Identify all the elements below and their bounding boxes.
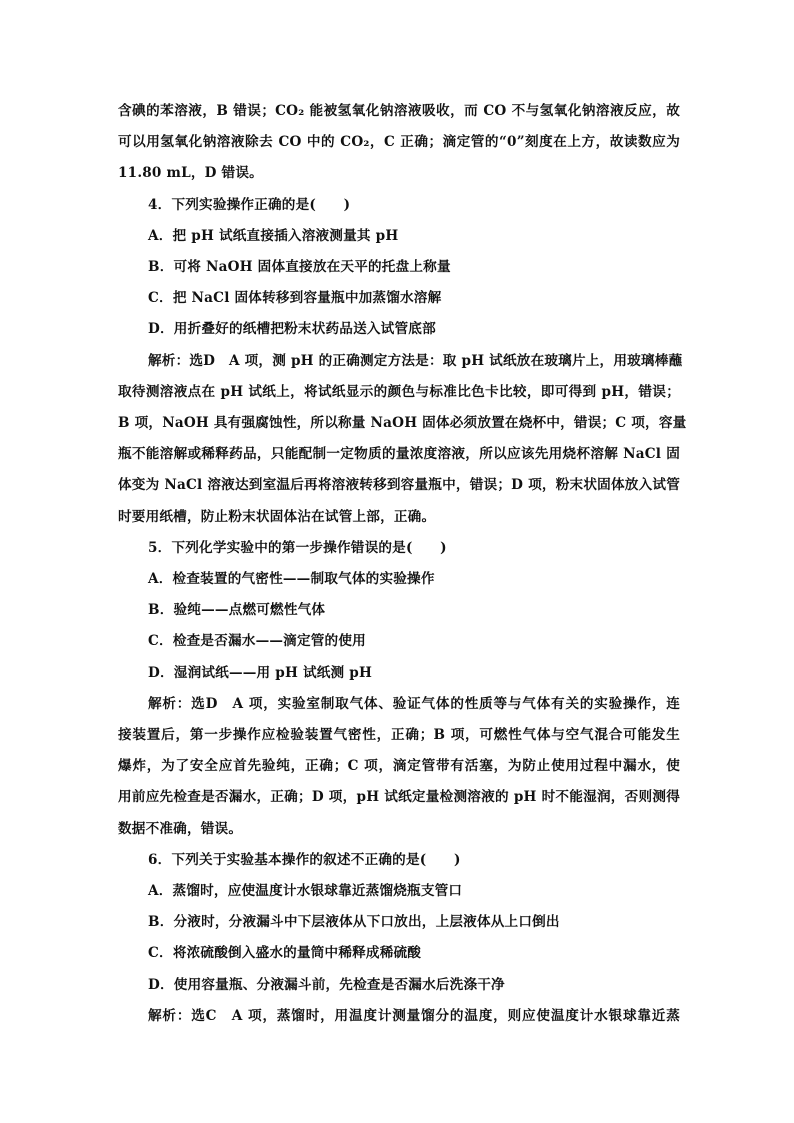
text-line: 解析：选C A 项，蒸馏时，用温度计测量馏分的温度，则应使温度计水银球靠近蒸 bbox=[148, 1007, 680, 1024]
text-line: A．蒸馏时，应使温度计水银球靠近蒸馏烧瓶支管口 bbox=[148, 883, 463, 899]
text-line: B．验纯——点燃可燃性气体 bbox=[148, 602, 326, 619]
text-line: 可以用氢氧化钠溶液除去 CO 中的 CO₂，C 正确；滴定管的“0”刻度在上方，故读数应为 bbox=[118, 134, 680, 151]
text-line: 数据不准确，错误。 bbox=[118, 820, 243, 837]
text-line: C．将浓硫酸倒入盛水的量筒中稀释成稀硫酸 bbox=[148, 945, 422, 962]
text-line: B．可将 NaOH 固体直接放在天平的托盘上称量 bbox=[148, 259, 451, 275]
text-line: 6．下列关于实验基本操作的叙述不正确的是( ) bbox=[148, 851, 461, 868]
text-line: C．把 NaCl 固体转移到容量瓶中加蒸馏水溶解 bbox=[148, 290, 442, 307]
text-line: 体变为 NaCl 溶液达到室温后再将溶液转移到容量瓶中，错误；D 项，粉末状固体放入试管 bbox=[118, 477, 680, 494]
text-line: D．使用容量瓶、分液漏斗前，先检查是否漏水后洗涤干净 bbox=[148, 976, 505, 993]
text-line: 爆炸，为了安全应首先验纯，正确；C 项，滴定管带有活塞，为防止使用过程中漏水，使 bbox=[118, 758, 680, 775]
text-line: D．湿润试纸——用 pH 试纸测 pH bbox=[148, 664, 373, 681]
text-line: 11.80 mL，D 错误。 bbox=[118, 165, 263, 182]
text-line: 解析：选D A 项，测 pH 的正确测定方法是：取 pH 试纸放在玻璃片上，用玻璃棒蘸 bbox=[148, 352, 683, 369]
text-line: 取待测溶液点在 pH 试纸上，将试纸显示的颜色与标准比色卡比较，即可得到 pH，错误； bbox=[118, 383, 680, 400]
text-line: 接装置后，第一步操作应检验装置气密性，正确；B 项，可燃性气体与空气混合可能发生 bbox=[118, 727, 680, 743]
text-line: A．把 pH 试纸直接插入溶液测量其 pH bbox=[148, 227, 399, 244]
text-line: D．用折叠好的纸槽把粉末状药品送入试管底部 bbox=[148, 321, 436, 338]
text-line: 时要用纸槽，防止粉末状固体沾在试管上部，正确。 bbox=[118, 508, 436, 525]
text-line: C．检查是否漏水——滴定管的使用 bbox=[148, 633, 366, 650]
text-line: 4．下列实验操作正确的是( ) bbox=[148, 196, 351, 213]
text-line: B．分液时，分液漏斗中下层液体从下口放出，上层液体从上口倒出 bbox=[148, 914, 560, 931]
text-line: B 项，NaOH 具有强腐蚀性，所以称量 NaOH 固体必须放置在烧杯中，错误；C 项，容量 bbox=[118, 415, 687, 431]
text-line: 含碘的苯溶液，B 错误；CO₂ 能被氢氧化钠溶液吸收，而 CO 不与氢氧化钠溶液反应，故 bbox=[118, 103, 680, 119]
text-line: 5．下列化学实验中的第一步操作错误的是( ) bbox=[148, 539, 447, 556]
text-line: 瓶不能溶解或稀释药品，只能配制一定物质的量浓度溶液，所以应该先用烧杯溶解 NaCl 固 bbox=[118, 446, 680, 463]
text-line: 解析：选D A 项，实验室制取气体、验证气体的性质等与气体有关的实验操作，连 bbox=[148, 695, 680, 712]
text-line: 用前应先检查是否漏水，正确；D 项，pH 试纸定量检测溶液的 pH 时不能湿润，否则测得 bbox=[118, 789, 680, 806]
text-line: A．检查装置的气密性——制取气体的实验操作 bbox=[148, 571, 435, 587]
